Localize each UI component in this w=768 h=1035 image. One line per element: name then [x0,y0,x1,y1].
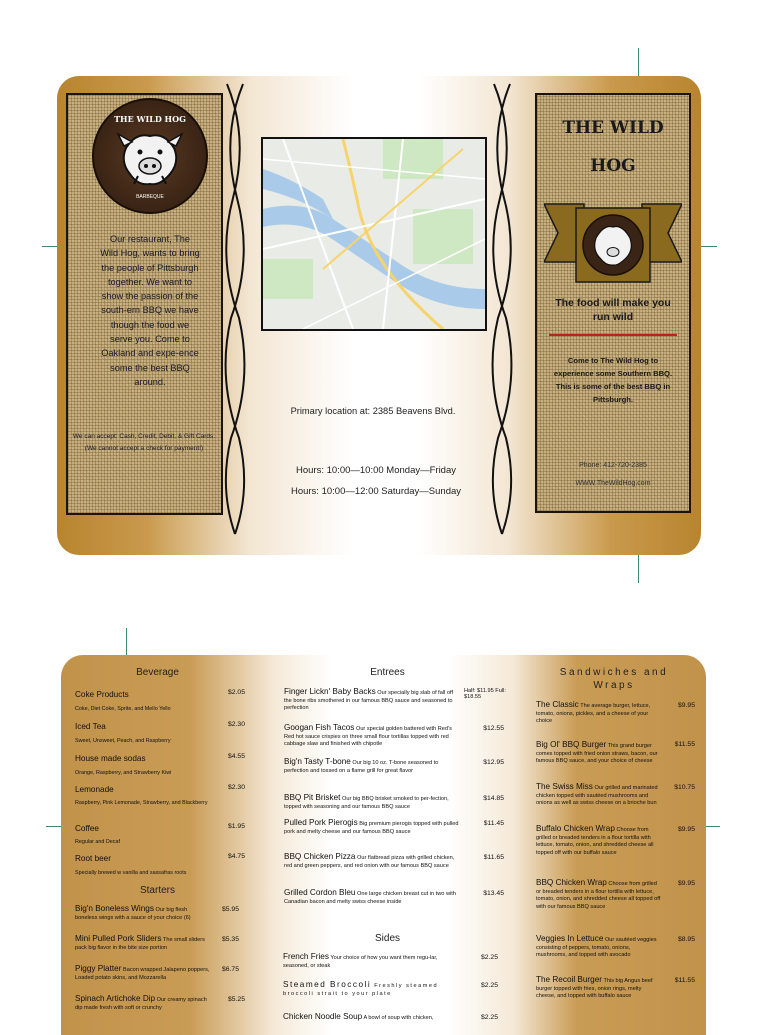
crop-mark [126,628,127,658]
sandwich-item: Veggies In Lettuce Our sautéed veggies consisting of peppers, tomato, onions, mushrooms, and topped with avocado [536,934,657,959]
menu-item-desc: Specially brewed w vanilla and sassafras roots [75,870,187,876]
phone-number: Phone: 412-720-2385 [579,462,647,469]
menu-item-price: $2.30 [227,784,245,791]
divider-squiggle [219,78,251,538]
menu-item-desc: Sweet, Unsweet, Peach, and Raspberry [75,738,171,744]
menu-item-price: $11.45 [483,820,504,827]
menu-item-name: Coke Products [75,690,129,699]
section-heading-starters: Starters [139,885,175,896]
menu-item-price: $4.75 [227,853,245,860]
menu-item-desc: Raspberry, Pink Lemonade, Strawberry, and Blackberry [75,800,208,806]
entree-item: BBQ Pit Brisket Our big BBQ brisket smoked to per-fection, topped with seasoning and our famous BBQ sauce [284,793,449,810]
menu-item-price: $9.95 [677,880,695,887]
menu-item-price: $2.25 [480,982,498,989]
menu-item-price: $9.95 [677,826,695,833]
tagline: The food will make you run wild [555,297,671,323]
menu-item-price: $2.30 [227,721,245,728]
logo-title: THE WILD HOG [114,114,186,124]
menu-item-price: $5.25 [227,996,245,1003]
website-link[interactable]: WWW.TheWildHog.com [575,480,651,487]
starter-item: Big'n Boneless Wings Our big flesh boneless wings with a sauce of your choice (6) [75,904,191,921]
menu-item-desc: Orange, Raspberry, and Strawberry Kiwi [75,770,172,776]
starter-item: Mini Pulled Pork Sliders The small sliders pack big flavor in the bite size portion [75,934,205,951]
crop-mark [638,48,639,78]
menu-item-name: Root beer [75,854,111,863]
crop-mark [638,553,639,583]
brand-title-line1: THE WILD [562,118,664,138]
banner-logo [544,202,682,288]
menu-item-name: Coffee [75,824,99,833]
section-heading-beverage: Beverage [136,667,179,678]
section-heading-sandwiches: Sandwiches and Wraps [559,667,669,691]
hours-weekend: Hours: 10:00—12:00 Saturday—Sunday [290,486,462,497]
menu-item-price: $11.55 [674,977,695,984]
menu-item-price: Half: $11.95 Full: $18.55 [464,688,506,700]
menu-item-price: $11.65 [483,854,504,861]
menu-item-price: $4.55 [227,753,245,760]
section-heading-sides: Sides [374,933,400,944]
menu-item-price: $1.95 [227,823,245,830]
sandwich-item: The Swiss Miss Our grilled and marinated chicken topped with sautéed mushrooms and onions as well as swiss cheese on a brioche bun [536,782,658,807]
menu-item-price: $8.95 [677,936,695,943]
location-map[interactable] [261,137,487,331]
logo-subtitle: BARBEQUE [136,194,164,200]
hog-icon [116,128,184,188]
brand-title-line2: HOG [590,156,636,176]
entree-item: Pulled Pork Pierogis Big premium pierogis topped with pulled pork and melty cheese and our famous BBQ sauce [284,818,459,835]
menu-item-price: $10.75 [674,784,695,791]
side-item: Chicken Noodle Soup A bowl of soup with chicken, [283,1012,434,1021]
menu-item-price: $2.25 [480,1014,498,1021]
menu-item-price: $13.45 [483,890,504,897]
entree-item: Finger Lickn' Baby Backs Our specially big slab of fall off the bone ribs smothered in our famous BBQ sauce and seasoned to perfection [284,687,453,712]
invite-text: Come to The Wild Hog to experience some Southern BBQ. This is some of the best BBQ in Pittsburgh. [553,356,673,404]
divider-squiggle [486,78,518,538]
menu-item-price: $11.55 [674,741,695,748]
sandwich-item: The Classic The average burger, lettuce, tomato, onions, pickles, and a cheese of your choice [536,700,651,725]
menu-item-price: $2.05 [227,689,245,696]
menu-item-price: $9.95 [677,702,695,709]
menu-item-price: $5.95 [221,906,239,913]
sandwich-item: Big Ol' BBQ Burger This grand burger comes topped with fried onion straws, bacon, our famous BBQ sauce, and your choice of cheese [536,740,658,765]
menu-item-price: $2.25 [480,954,498,961]
menu-item-desc: Regular and Decaf [75,839,120,845]
hours-weekday: Hours: 10:00—10:00 Monday—Friday [296,465,456,476]
payment-info: We can accept: Cash, Credit, Debit, & Gift Cards. (We cannot accept a check for payment!) [72,433,216,452]
menu-item-name: Lemonade [75,785,114,794]
entree-item: Big'n Tasty T-bone Our big 10 oz. T-bone seasoned to perfection and tossed on a flame grill for great flavor [284,757,439,774]
divider-line [549,334,677,336]
menu-item-desc: Coke, Diet Coke, Sprite, and Mello Yello [75,706,171,712]
restaurant-logo [92,98,208,214]
sandwich-item: The Recoil Burger This big Angus beef burger topped with fries, onion rings, melty cheese, and topped with buffalo sauce [536,975,653,1000]
starter-item: Spinach Artichoke Dip Our creamy spinach dip made fresh with soft or crunchy [75,994,207,1011]
map-graphic [263,139,485,329]
sandwich-item: BBQ Chicken Wrap Choose from grilled or breaded tenders in a flour tortilla with lettuce, tomato, onion, and shredded cheese all topped off with our famous BBQ sauce [536,878,661,910]
menu-item-price: $6.75 [221,966,239,973]
menu-item-name: House made sodas [75,754,146,763]
side-item: French Fries Your choice of how you want them regu-lar, seasoned, or steak [283,952,438,969]
entree-item: Grilled Cordon Bleu One large chicken breast cut in two with Canadian bacon and melty swiss cheese inside [284,888,456,905]
menu-item-price: $5.35 [221,936,239,943]
menu-item-price: $14.85 [483,795,504,802]
location-text: Primary location at: 2385 Beavens Blvd. [290,406,456,416]
entree-item: BBQ Chicken Pizza Our flatbread pizza with grilled chicken, red and green peppers, and red onion with our famous BBQ sauce [284,852,455,869]
menu-item-price: $12.55 [483,725,504,732]
menu-item-name: Iced Tea [75,722,106,731]
side-item: Steamed Broccoli Freshly steamed broccoli strait to your plate [283,980,439,997]
about-text: Our restaurant, The Wild Hog, wants to bring the people of Pittsburgh together. We want to show the passion of the south-ern BBQ we have though the food we serve you. Come to Oakland and expe-ence some the best BBQ around. [100,234,200,387]
starter-item: Piggy Platter Bacon wrapped Jalapeno poppers, Loaded potato skins, and Mozzarella [75,964,210,981]
entree-item: Googan Fish Tacos Our special golden battered with Red's Red hot sauce crispies on three small flour tortillas topped with red cabbage slaw and finished with chipotle [284,723,452,748]
section-heading-entrees: Entrees [370,667,405,678]
sandwich-item: Buffalo Chicken Wrap Choose from grilled or breaded tenders in a flour tortilla with lettuce, tomato, onion, and shredded cheese all topped off with our buffalo sauce [536,824,654,856]
menu-item-price: $12.95 [483,759,504,766]
